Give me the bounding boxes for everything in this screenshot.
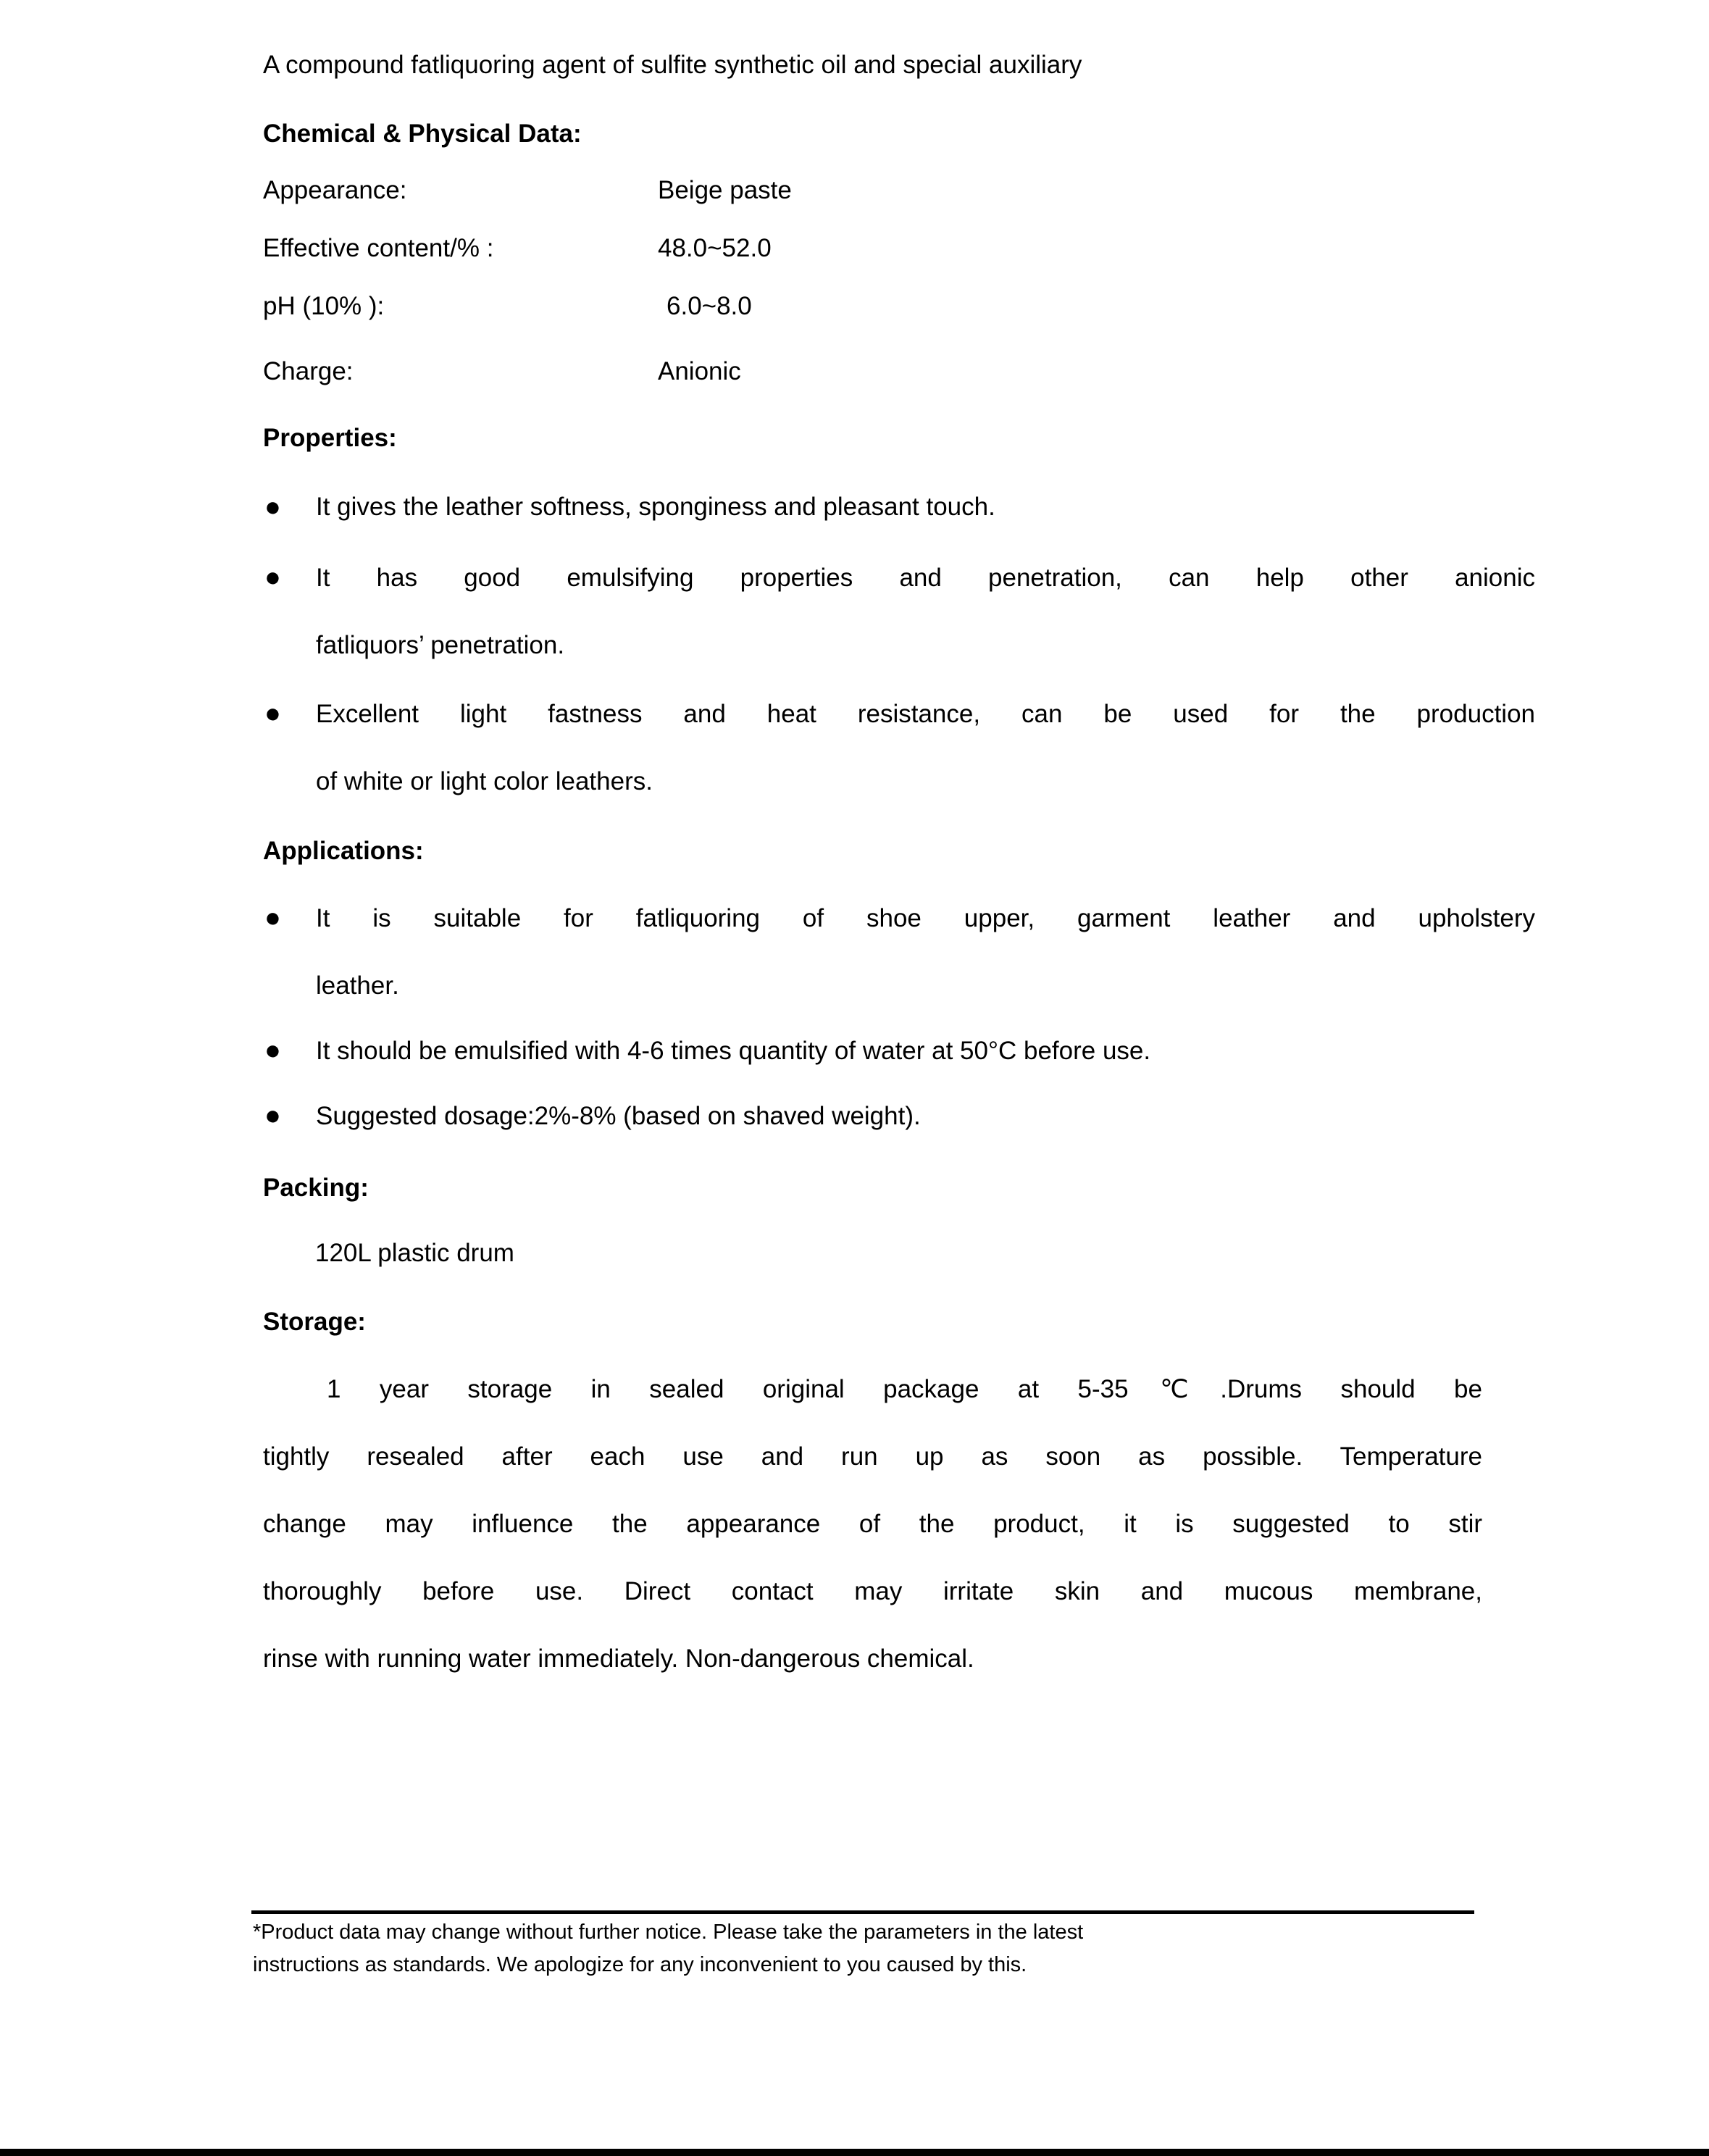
bullet-icon: ● xyxy=(264,1035,281,1066)
bullet-line: Excellent light fastness and heat resistance, can be used for the production xyxy=(316,700,1535,728)
storage-line: thoroughly before use. Direct contact may irritate skin and mucous membrane, xyxy=(263,1577,1482,1605)
packing-text: 120L plastic drum xyxy=(315,1239,514,1267)
footnote-line: *Product data may change without further notice. Please take the parameters in the latest xyxy=(253,1921,1084,1944)
footnote xyxy=(253,1916,1484,1981)
bullet-line: leather. xyxy=(316,972,399,1000)
chem-row-label: Charge: xyxy=(263,357,354,385)
footnote-line: instructions as standards. We apologize for any inconvenient to you caused by this. xyxy=(253,1953,1027,1976)
storage-line: rinse with running water immediately. Non-dangerous chemical. xyxy=(263,1645,974,1673)
bullet-icon: ● xyxy=(264,903,281,933)
bullet-icon: ● xyxy=(264,492,281,522)
storage-line: 1 year storage in sealed original package at 5-35℃.Drums should be xyxy=(327,1375,1482,1403)
bottom-scan-bar xyxy=(0,2149,1709,2156)
footnote-divider xyxy=(251,1910,1474,1914)
list-item xyxy=(263,1017,1535,1085)
bullet-line: fatliquors’ penetration. xyxy=(316,631,565,659)
storage-line: tightly resealed after each use and run up as soon as possible. Temperature xyxy=(263,1442,1482,1471)
chem-row-value: Beige paste xyxy=(658,176,792,204)
section-applications-heading: Applications: xyxy=(263,837,424,865)
list-item xyxy=(263,885,1535,1019)
chem-row-value: Anionic xyxy=(658,357,741,385)
bullet-icon: ● xyxy=(264,562,281,593)
chem-row-label: Effective content/% : xyxy=(263,234,494,262)
chem-row-value: 48.0~52.0 xyxy=(658,234,772,262)
bullet-line: Suggested dosage:2%-8% (based on shaved weight). xyxy=(316,1102,921,1130)
bullet-icon: ● xyxy=(264,1100,281,1131)
chem-row-effective-content xyxy=(263,220,1482,277)
chem-row-charge xyxy=(263,343,1482,401)
section-properties-heading: Properties: xyxy=(263,424,397,452)
bullet-line: of white or light color leathers. xyxy=(316,767,653,795)
bullet-line: It should be emulsified with 4-6 times quantity of water at 50°C before use. xyxy=(316,1037,1151,1065)
list-item xyxy=(263,1082,1535,1150)
section-storage-heading: Storage: xyxy=(263,1308,366,1336)
storage-paragraph xyxy=(263,1355,1482,1692)
storage-line: change may influence the appearance of the product, it is suggested to stir xyxy=(263,1510,1482,1538)
list-item xyxy=(263,474,1535,540)
chem-row-appearance xyxy=(263,162,1482,220)
intro-line: A compound fatliquoring agent of sulfite synthetic oil and special auxiliary xyxy=(263,51,1082,79)
bullet-icon: ● xyxy=(264,698,281,729)
bullet-line: It is suitable for fatliquoring of shoe upper, garment leather and upholstery xyxy=(316,904,1535,932)
bullet-line: It gives the leather softness, sponginess and pleasant touch. xyxy=(316,493,995,521)
chem-row-label: pH (10% ): xyxy=(263,292,385,320)
list-item xyxy=(263,680,1535,815)
chem-row-label: Appearance: xyxy=(263,176,407,204)
section-chemical-heading: Chemical & Physical Data: xyxy=(263,120,582,148)
list-item xyxy=(263,544,1535,679)
chem-row-ph xyxy=(263,277,1482,335)
bullet-line: It has good emulsifying properties and penetration, can help other anionic xyxy=(316,564,1535,592)
section-packing-heading: Packing: xyxy=(263,1174,369,1202)
chem-row-value: 6.0~8.0 xyxy=(667,292,752,320)
